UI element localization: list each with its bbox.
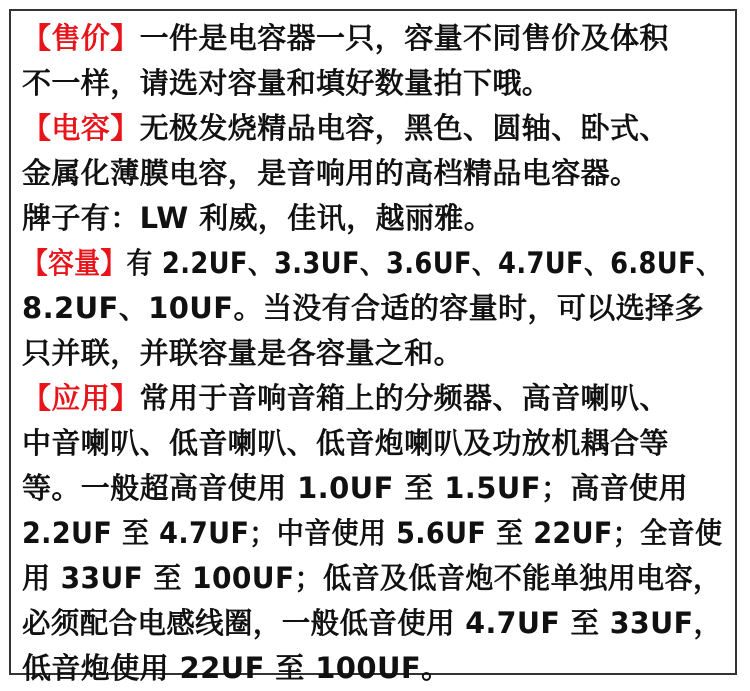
section-application-line-4: 2.2UF 至 4.7UF；中音使用 5.6UF 至 22UF；全音使 xyxy=(22,516,723,550)
section-capacity-label: 【容量】 xyxy=(22,246,127,280)
section-application-line-1 xyxy=(22,376,722,421)
section-price-line-2: 不一样，请选对容量和填好数量拍下哦。 xyxy=(22,66,552,100)
section-capacity-line-3: 只并联，并联容量是各容量之和。 xyxy=(22,336,464,370)
section-application-label: 【应用】 xyxy=(22,381,140,415)
section-application-line-3: 等。一般超高音使用 1.0UF 至 1.5UF；高音使用 xyxy=(22,471,688,505)
section-application-line-7: 低音炮使用 22UF 至 100UF。 xyxy=(22,651,451,685)
section-capacity-text: 有 2.2UF、3.3UF、3.6UF、4.7UF、6.8UF、 xyxy=(126,246,723,280)
section-capacity-line-1 xyxy=(22,241,723,286)
section-application-text: 常用于音响音箱上的分频器、高音喇叭、 xyxy=(139,381,669,415)
section-capacitor-line-1 xyxy=(22,106,722,151)
section-application-line-2: 中音喇叭、低音喇叭、低音炮喇叭及功放机耦合等 xyxy=(22,426,669,460)
section-price-text: 一件是电容器一只，容量不同售价及体积 xyxy=(139,21,669,55)
product-description xyxy=(22,16,722,691)
section-capacitor-label: 【电容】 xyxy=(22,111,140,145)
section-capacity-line-2: 8.2UF、10UF。当没有合适的容量时，可以选择多 xyxy=(22,291,704,325)
section-price-label: 【售价】 xyxy=(22,21,140,55)
section-price-line-1 xyxy=(22,16,722,61)
section-application-line-6: 必须配合电感线圈，一般低音使用 4.7UF 至 33UF， xyxy=(22,606,723,640)
section-capacitor-text: 无极发烧精品电容，黑色、圆轴、卧式、 xyxy=(139,111,669,145)
section-capacitor-line-3: 牌子有：LW 利威，佳讯，越丽雅。 xyxy=(22,201,494,235)
section-capacitor-line-2: 金属化薄膜电容，是音响用的高档精品电容器。 xyxy=(22,156,640,190)
section-application-line-5: 用 33UF 至 100UF；低音及低音炮不能单独用电容， xyxy=(22,561,722,595)
